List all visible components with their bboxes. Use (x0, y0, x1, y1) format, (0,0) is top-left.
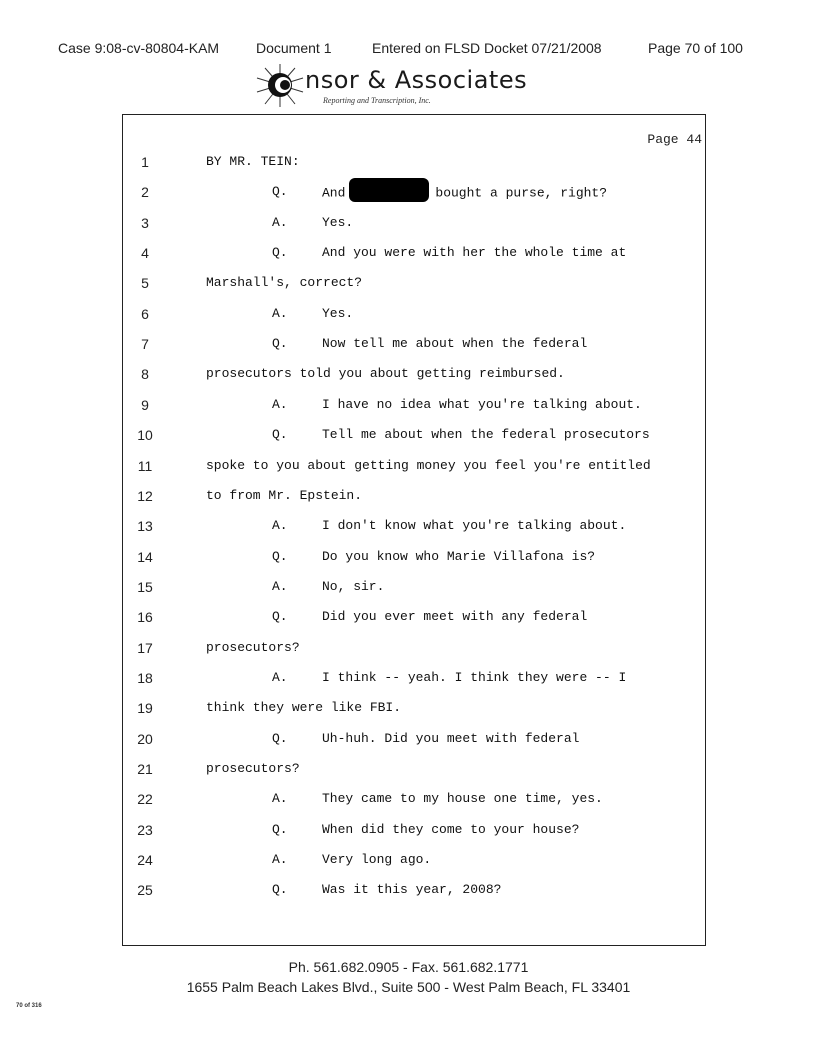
line-text: Did you ever meet with any federal (322, 609, 588, 625)
line-text: Very long ago. (322, 852, 432, 868)
docket-page-number: Page 70 of 100 (648, 40, 743, 56)
line-number: 19 (137, 700, 153, 717)
transcript-line (0, 184, 817, 212)
line-text: Tell me about when the federal prosecutors (322, 427, 650, 443)
line-number: 13 (137, 518, 153, 535)
line-text (322, 184, 607, 202)
line-text: Marshall's, correct? (206, 275, 363, 291)
speaker-label: A. (272, 852, 288, 868)
line-text-before: And (322, 185, 346, 201)
line-text: BY MR. TEIN: (206, 154, 300, 169)
line-number: 15 (137, 578, 153, 595)
line-text: prosecutors told you about getting reimbursed. (206, 366, 565, 382)
line-number: 8 (141, 366, 149, 383)
line-number: 24 (137, 852, 153, 869)
line-number: 20 (137, 730, 153, 747)
speaker-label: Q. (272, 336, 288, 352)
transcript-line (0, 761, 817, 789)
redaction-block (349, 178, 429, 202)
transcript-line (0, 306, 817, 334)
transcript-line (0, 670, 817, 698)
sun-logo-icon (255, 62, 305, 108)
line-number: 16 (137, 609, 153, 626)
transcript-line (0, 336, 817, 364)
speaker-label: A. (272, 791, 288, 807)
line-text-after: bought a purse, right? (435, 185, 608, 201)
line-text: Now tell me about when the federal (322, 336, 588, 352)
company-name: nsor & Associates (305, 66, 528, 94)
speaker-label: A. (272, 578, 288, 594)
line-number: 14 (137, 548, 153, 565)
speaker-label: A. (272, 518, 288, 534)
speaker-label: Q. (272, 609, 288, 625)
transcript-line (0, 609, 817, 637)
speaker-label: A. (272, 214, 288, 230)
line-text: When did they come to your house? (322, 821, 580, 837)
company-tagline: Reporting and Transcription, Inc. (323, 96, 431, 105)
line-number: 7 (141, 336, 149, 353)
line-text: Was it this year, 2008? (322, 882, 502, 898)
line-number: 2 (141, 184, 149, 201)
speaker-label: Q. (272, 184, 288, 200)
line-number: 11 (137, 457, 153, 474)
line-text: They came to my house one time, yes. (322, 791, 603, 807)
line-text: No, sir. (322, 578, 385, 594)
transcript-line (0, 882, 817, 910)
transcript-line (0, 579, 817, 607)
transcript-line (0, 488, 817, 516)
line-text: I don't know what you're talking about. (322, 518, 627, 534)
line-text: to from Mr. Epstein. (206, 487, 363, 503)
speaker-label: Q. (272, 245, 288, 261)
company-logo (255, 62, 575, 110)
line-number: 22 (137, 791, 153, 808)
line-text: Yes. (322, 305, 354, 321)
line-number: 5 (141, 275, 149, 292)
speaker-label: Q. (272, 730, 288, 746)
entered-date: Entered on FLSD Docket 07/21/2008 (372, 40, 602, 56)
speaker-label: A. (272, 305, 288, 321)
speaker-label: A. (272, 396, 288, 412)
transcript-line (0, 700, 817, 728)
line-number: 18 (137, 669, 153, 686)
transcript-line (0, 731, 817, 759)
transcript-line (0, 822, 817, 850)
line-text: prosecutors? (206, 761, 300, 776)
line-text: Yes. (322, 214, 354, 230)
line-number: 21 (137, 761, 153, 777)
line-text: think they were like FBI. (206, 700, 402, 716)
transcript-line (0, 366, 817, 394)
speaker-label: A. (272, 669, 288, 685)
line-number: 9 (141, 396, 149, 413)
transcript-line (0, 518, 817, 546)
transcript-line (0, 852, 817, 880)
line-text: And you were with her the whole time at (322, 245, 627, 261)
line-number: 4 (141, 245, 149, 262)
line-number: 3 (141, 214, 149, 231)
line-text: I have no idea what you're talking about. (322, 396, 642, 412)
line-number: 12 (137, 487, 153, 504)
line-text: Do you know who Marie Villafona is? (322, 548, 596, 564)
speaker-label: Q. (272, 548, 288, 564)
transcript-line (0, 245, 817, 273)
line-number: 6 (141, 305, 149, 322)
line-number: 17 (137, 639, 153, 656)
line-number: 23 (137, 821, 153, 838)
transcript-page-number: Page 44 (647, 132, 702, 147)
line-text: prosecutors? (206, 639, 300, 655)
footer-phone-fax: Ph. 561.682.0905 - Fax. 561.682.1771 (288, 959, 529, 975)
transcript-line (0, 215, 817, 243)
document-number: Document 1 (256, 40, 332, 56)
line-number: 1 (141, 154, 149, 170)
speaker-label: Q. (272, 821, 288, 837)
line-text: Uh-huh. Did you meet with federal (322, 730, 580, 746)
transcript-line (0, 549, 817, 577)
transcript-line (0, 791, 817, 819)
transcript-line (0, 427, 817, 455)
footer-address: 1655 Palm Beach Lakes Blvd., Suite 500 - West Palm Beach, FL 33401 (186, 979, 631, 995)
page-count: 70 of 316 (16, 1003, 42, 1009)
transcript-line (0, 640, 817, 668)
speaker-label: Q. (272, 427, 288, 443)
line-text: I think -- yeah. I think they were -- I (322, 669, 627, 685)
case-number: Case 9:08-cv-80804-KAM (58, 40, 220, 56)
transcript-line (0, 458, 817, 486)
transcript-line (0, 397, 817, 425)
transcript-line (0, 275, 817, 303)
speaker-label: Q. (272, 882, 288, 898)
line-number: 10 (137, 427, 153, 444)
line-number: 25 (137, 882, 153, 899)
line-text: spoke to you about getting money you feel you're entitled (206, 457, 651, 473)
